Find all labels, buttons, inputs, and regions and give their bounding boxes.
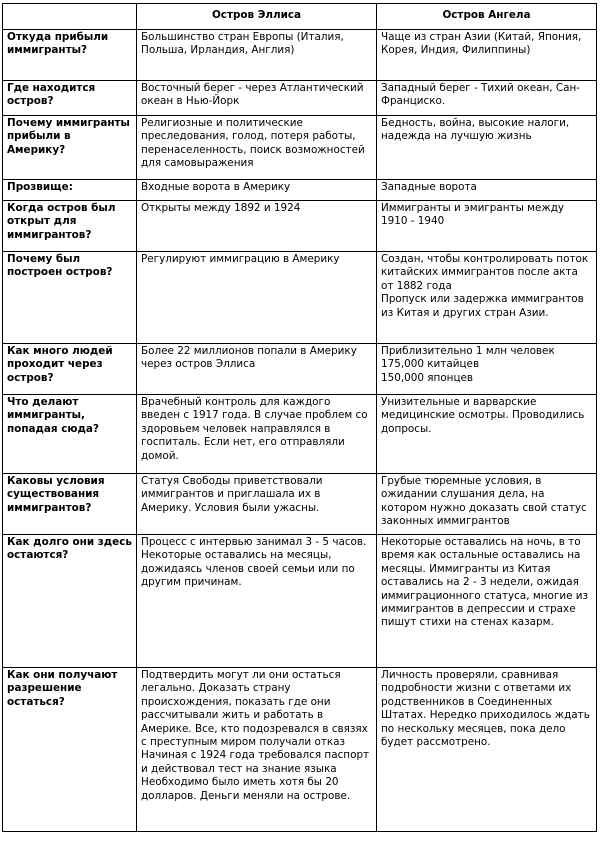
table-row (3, 201, 597, 252)
angel-answer-cell: Иммигранты и эмигранты между 1910 - 1940 (377, 201, 597, 252)
ellis-answer-cell: Большинство стран Европы (Италия, Польша, Ирландия, Англия) (137, 30, 377, 81)
table-row (3, 395, 597, 474)
header-ellis-island: Остров Эллиса (137, 4, 377, 30)
question-cell: Что делают иммигранты, попадая сюда? (3, 395, 137, 474)
ellis-answer-cell: Врачебный контроль для каждого введен с 1917 года. В случае проблем со здоровьем человек направлялся в госпиталь. Если нет, его отправляли домой. (137, 395, 377, 474)
question-cell: Каковы условия существования иммигрантов? (3, 474, 137, 535)
angel-answer-cell: Западные ворота (377, 180, 597, 201)
angel-answer-cell: Грубые тюремные условия, в ожидании слушания дела, на котором нужно доказать свой статус законных иммигрантов (377, 474, 597, 535)
comparison-table (2, 3, 597, 832)
table-row (3, 668, 597, 832)
table-row (3, 180, 597, 201)
angel-answer-cell: Чаще из стран Азии (Китай, Япония, Корея, Индия, Филиппины) (377, 30, 597, 81)
ellis-answer-cell: Восточный берег - через Атлантический океан в Нью-Йорк (137, 81, 377, 116)
ellis-answer-cell: Входные ворота в Америку (137, 180, 377, 201)
table-row (3, 535, 597, 668)
question-cell: Когда остров был открыт для иммигрантов? (3, 201, 137, 252)
question-cell: Почему иммигранты прибыли в Америку? (3, 116, 137, 180)
header-row (3, 4, 597, 30)
angel-answer-cell: Личность проверяли, сравнивая подробности жизни с ответами их родственников в Соединенных Штатах. Нередко приходилось ждать по нескольку месяцев, пока дело будет рассмотрено. (377, 668, 597, 832)
ellis-answer-cell: Статуя Свободы приветствовали иммигрантов и приглашала их в Америку. Условия были ужасны. (137, 474, 377, 535)
angel-answer-cell: Западный берег - Тихий океан, Сан-Франциско. (377, 81, 597, 116)
angel-answer-cell: Приблизительно 1 млн человек 175,000 китайцев 150,000 японцев (377, 344, 597, 395)
table-row (3, 344, 597, 395)
header-empty-cell (3, 4, 137, 30)
table-row (3, 116, 597, 180)
question-cell: Откуда прибыли иммигранты? (3, 30, 137, 81)
question-cell: Как много людей проходит через остров? (3, 344, 137, 395)
angel-answer-cell: Создан, чтобы контролировать поток китайских иммигрантов после акта от 1882 года Пропуск или задержка иммигрантов из Китая и других стран Азии. (377, 252, 597, 344)
header-angel-island: Остров Ангела (377, 4, 597, 30)
question-cell: Где находится остров? (3, 81, 137, 116)
ellis-answer-cell: Более 22 миллионов попали в Америку через остров Эллиса (137, 344, 377, 395)
angel-answer-cell: Некоторые оставались на ночь, в то время как остальные оставались на месяцы. Иммигранты из Китая оставались на 2 - 3 недели, ожидая иммиграционного статуса, многие из иммигрантов в депрессии и страхе пишут стихи на стенах казарм. (377, 535, 597, 668)
question-cell: Как долго они здесь остаются? (3, 535, 137, 668)
ellis-answer-cell: Процесс с интервью занимал 3 - 5 часов. Некоторые оставались на месяцы, дожидаясь членов своей семьи или по другим причинам. (137, 535, 377, 668)
angel-answer-cell: Бедность, война, высокие налоги, надежда на лучшую жизнь (377, 116, 597, 180)
comparison-sheet (2, 3, 598, 832)
table-row (3, 252, 597, 344)
question-cell: Прозвище: (3, 180, 137, 201)
ellis-answer-cell: Подтвердить могут ли они остаться легально. Доказать страну происхождения, показать где они рассчитывали жить и работать в Америке. Все, кто подозревался в связях с преступным миром получали отказ Начиная с 1924 года требовался паспорт и действовал тест на знание языка Необходимо было иметь хотя бы 20 долларов. Деньги меняли на острове. (137, 668, 377, 832)
table-row (3, 30, 597, 81)
ellis-answer-cell: Религиозные и политические преследования, голод, потеря работы, перенаселенность, поиск возможностей для самовыражения (137, 116, 377, 180)
angel-answer-cell: Унизительные и варварские медицинские осмотры. Проводились допросы. (377, 395, 597, 474)
table-row (3, 81, 597, 116)
ellis-answer-cell: Регулируют иммиграцию в Америку (137, 252, 377, 344)
question-cell: Почему был построен остров? (3, 252, 137, 344)
ellis-answer-cell: Открыты между 1892 и 1924 (137, 201, 377, 252)
question-cell: Как они получают разрешение остаться? (3, 668, 137, 832)
table-row (3, 474, 597, 535)
